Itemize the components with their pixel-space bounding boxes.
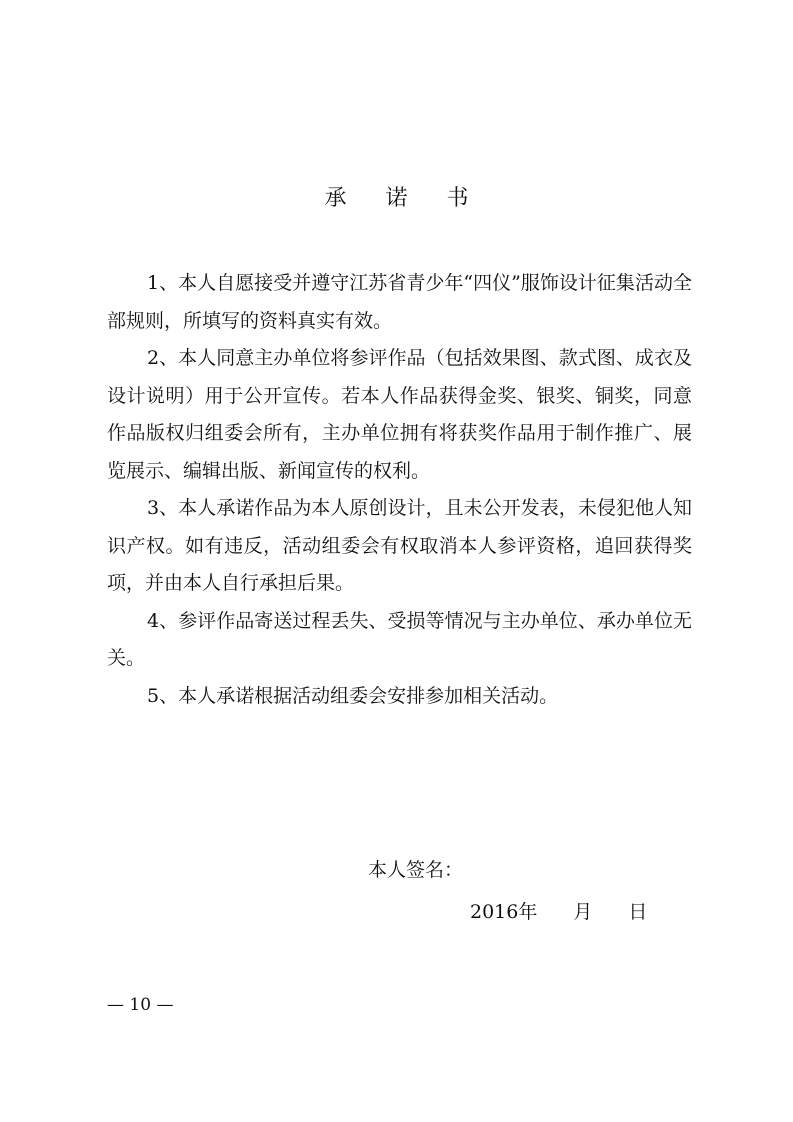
paragraph-1: 1、本人自愿接受并遵守江苏省青少年“四仪”服饰设计征集活动全部规则，所填写的资料真实有效。 [107, 272, 692, 332]
signature-date [470, 897, 647, 927]
date-month: 月 [573, 901, 593, 923]
paragraph-3: 3、本人承诺作品为本人原创设计，且未公开发表，未侵犯他人知识产权。如有违反，活动组委会有权取消本人参评资格，追回获得奖项，并由本人自行承担后果。 [107, 497, 692, 594]
paragraph-4: 4、参评作品寄送过程丢失、受损等情况与主办单位、承办单位无关。 [107, 609, 692, 669]
paragraph-2: 2、本人同意主办单位将参评作品（包括效果图、款式图、成衣及设计说明）用于公开宣传。若本人作品获得金奖、银奖、铜奖，同意作品版权归组委会所有，主办单位拥有将获奖作品用于制作推广、展览展示、编辑出版、新闻宣传的权利。 [107, 347, 692, 482]
document-title: 承 诺 书 [324, 186, 485, 211]
paragraph-5: 5、本人承诺根据活动组委会安排参加相关活动。 [147, 684, 559, 707]
document-body [107, 265, 692, 715]
signature-label: 本人签名： [368, 859, 464, 881]
date-day: 日 [628, 901, 648, 923]
page-number: — 10 — [107, 995, 174, 1015]
date-year: 2016年 [470, 901, 538, 923]
